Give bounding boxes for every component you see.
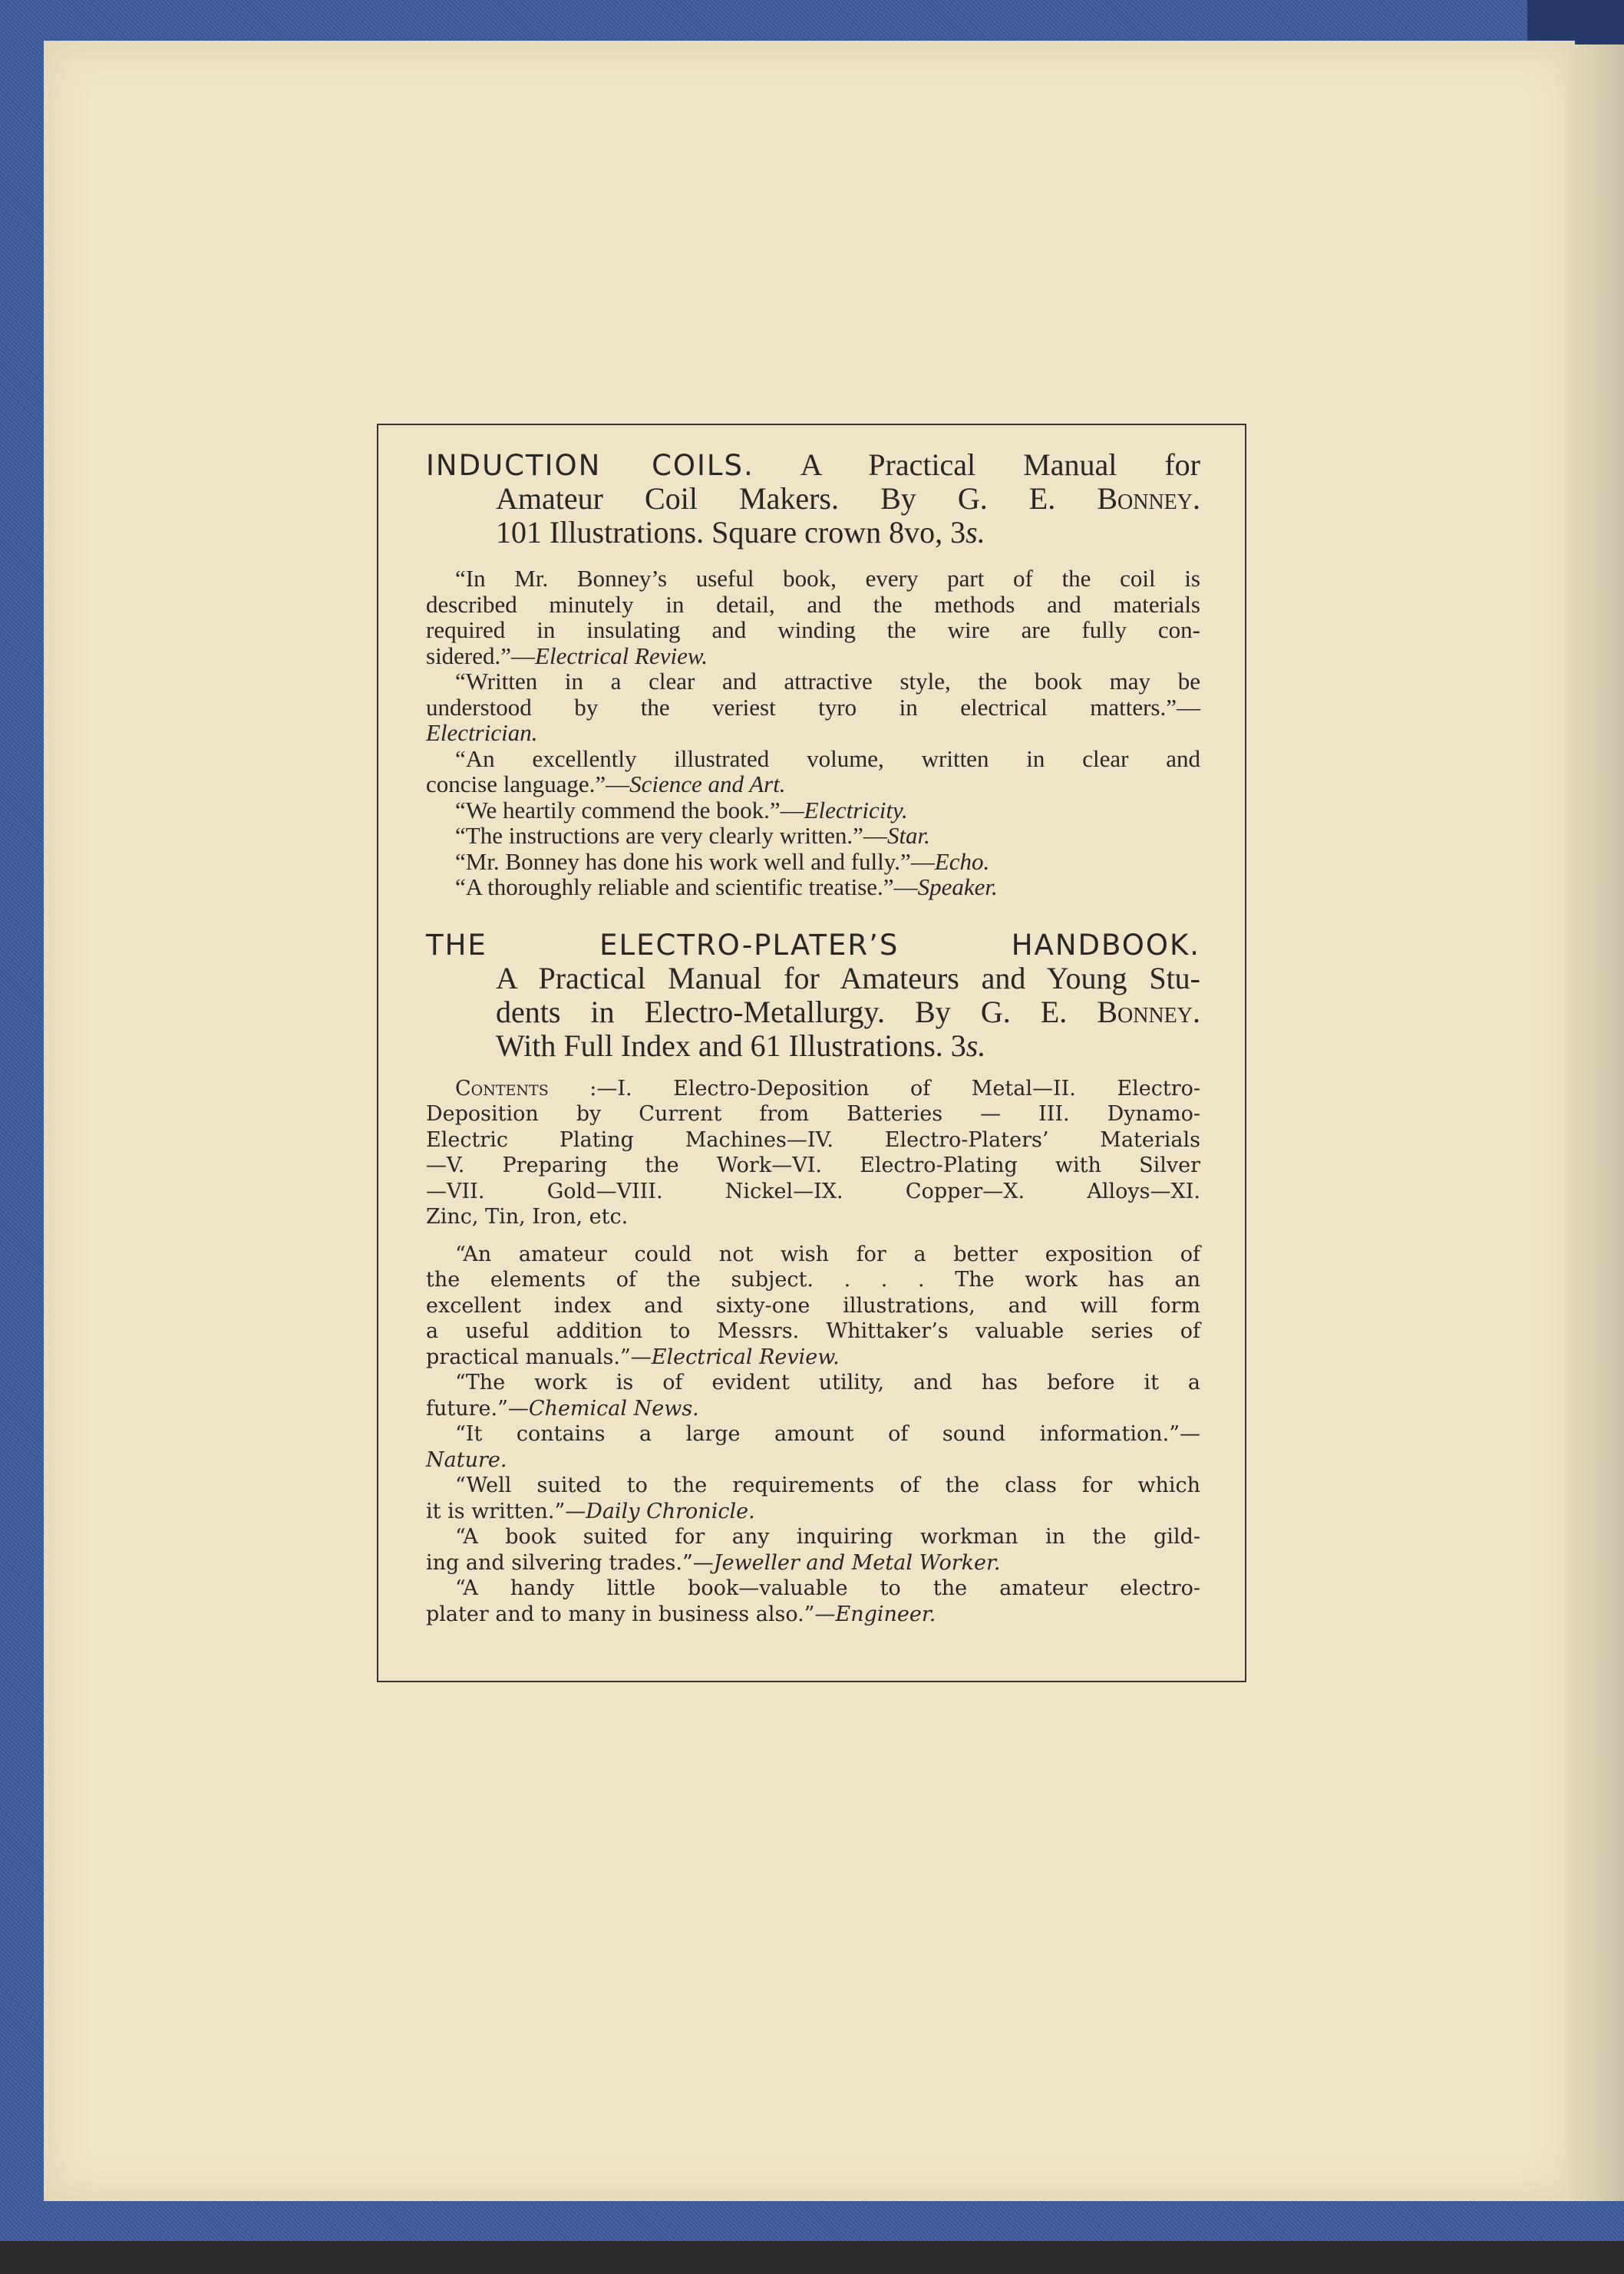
text-segment: a useful addition to Messrs. Whittaker’s valuable series of: [426, 1319, 1200, 1343]
text-line: [426, 643, 1200, 669]
source-citation: Science and Art.: [629, 771, 786, 797]
review-quote: [426, 849, 1200, 875]
text-line: [426, 928, 1200, 962]
text-line: [426, 1370, 1200, 1396]
text-line: [426, 566, 1200, 592]
text-segment: A Practical Manual for Amateurs and Young Stu-: [496, 960, 1200, 995]
text-line: [426, 1602, 1200, 1628]
review-quote: [426, 746, 1200, 797]
review-quote: [426, 566, 1200, 668]
source-citation: Electricity.: [804, 796, 908, 823]
text-segment: excellent index and sixty-one illustrations, and will form: [426, 1293, 1200, 1318]
text-segment: “Written in a clear and attractive style, the book may be: [455, 668, 1200, 695]
text-segment: Zinc, Tin, Iron, etc.: [426, 1205, 629, 1229]
book-title: INDUCTION COILS.: [426, 449, 754, 482]
text-segment: “An excellently illustrated volume, written in clear and: [455, 744, 1200, 772]
text-segment: “Well suited to the requirements of the class for which: [455, 1474, 1200, 1497]
review-quote: [426, 1421, 1200, 1473]
source-citation: Electrician.: [426, 719, 538, 746]
source-citation: Chemical News.: [528, 1396, 699, 1421]
text-line: [426, 823, 1200, 849]
cover-corner: [1527, 0, 1624, 45]
text-line: [426, 1524, 1200, 1550]
advertisement-box: [377, 424, 1246, 1682]
text-line: [426, 849, 1200, 875]
text-line: [426, 1345, 1200, 1371]
text-segment: “The instructions are very clearly written.”—: [455, 822, 887, 849]
text-line: [426, 771, 1200, 797]
text-line: [426, 1499, 1200, 1525]
book-advert-1: [426, 448, 1200, 900]
text-line: [426, 1293, 1200, 1319]
text-segment: With Full Index and 61 Illustrations. 3: [496, 1028, 966, 1063]
text-segment: “A handy little book—valuable to the amateur electro-: [455, 1576, 1200, 1600]
text-segment: :—I. Electro-Deposition of Metal—II. Electro-: [548, 1076, 1200, 1101]
text-line: [426, 1127, 1200, 1154]
text-segment: Amateur Coil Makers. By G. E.: [496, 481, 1098, 516]
text-segment: “An amateur could not wish for a better exposition of: [455, 1242, 1200, 1266]
text-line: [426, 1473, 1200, 1499]
text-segment: future.”—: [426, 1396, 529, 1421]
text-line: [426, 746, 1200, 772]
source-citation: Electrical Review.: [651, 1345, 840, 1369]
text-line: [426, 1319, 1200, 1345]
text-line: [426, 874, 1200, 900]
text-line: [426, 1101, 1200, 1127]
text-line: [426, 995, 1200, 1029]
text-segment: —VII. Gold—VIII. Nickel—IX. Copper—X. Alloys—XI.: [426, 1179, 1200, 1203]
text-segment: 101 Illustrations. Square crown 8vo, 3: [496, 515, 966, 550]
review-quote: [426, 797, 1200, 823]
text-segment: plater and to many in business also.”—: [426, 1602, 836, 1626]
text-segment: it is written.”—: [426, 1499, 586, 1523]
text-line: [426, 1179, 1200, 1205]
small-caps-text: Bonney.: [1097, 481, 1200, 516]
text-line: [426, 1576, 1200, 1602]
text-line: [426, 1421, 1200, 1447]
source-citation: Daily Chronicle.: [586, 1499, 755, 1523]
source-citation: Jeweller and Metal Worker.: [713, 1550, 1001, 1575]
text-segment: “A book suited for any inquiring workman in the gild-: [455, 1525, 1200, 1549]
text-line: [426, 1550, 1200, 1576]
text-line: [426, 1204, 1200, 1230]
text-line: [426, 720, 1200, 746]
text-line: [426, 516, 1200, 550]
text-line: [426, 592, 1200, 618]
source-citation: Echo.: [934, 847, 990, 875]
text-segment: required in insulating and winding the wire are fully con-: [426, 616, 1200, 643]
text-segment: practical manuals.”—: [426, 1345, 652, 1369]
contents-paragraph: [426, 1076, 1200, 1230]
small-caps-text: Bonney.: [1097, 994, 1200, 1029]
text-segment: “The work is of evident utility, and has before it a: [455, 1371, 1200, 1394]
text-segment: “In Mr. Bonney’s useful book, every part of the coil is: [455, 565, 1200, 592]
review-quote: [426, 1473, 1200, 1524]
text-line: [426, 448, 1200, 482]
book-heading: [426, 448, 1200, 550]
text-line: [426, 617, 1200, 643]
text-line: [426, 1153, 1200, 1179]
text-segment: sidered.”—: [426, 642, 536, 669]
review-quote: [426, 1576, 1200, 1627]
text-segment: understood by the veriest tyro in electrical matters.”—: [426, 693, 1200, 721]
text-line: [426, 1242, 1200, 1268]
text-segment: the elements of the subject. . . . The work has an: [426, 1268, 1200, 1292]
review-quote: [426, 874, 1200, 900]
source-citation: Speaker.: [917, 873, 998, 900]
book-heading: [426, 928, 1200, 1063]
text-segment: A Practical Manual for: [754, 447, 1200, 482]
text-segment: —V. Preparing the Work—VI. Electro-Plating with Silver: [426, 1154, 1200, 1177]
text-line: [426, 962, 1200, 995]
source-citation: s.: [965, 515, 985, 550]
text-line: [426, 1076, 1200, 1102]
small-caps-text: Contents: [455, 1076, 549, 1101]
source-citation: Engineer.: [835, 1602, 936, 1626]
text-segment: dents in Electro-Metallurgy. By G. E.: [496, 994, 1098, 1029]
text-segment: “Mr. Bonney has done his work well and fully.”—: [455, 847, 935, 875]
text-line: [426, 1267, 1200, 1293]
text-line: [426, 668, 1200, 695]
book-advert-2: [426, 928, 1200, 1628]
text-line: [426, 1029, 1200, 1063]
source-citation: Electrical Review.: [535, 642, 708, 669]
text-line: [426, 1396, 1200, 1422]
source-citation: Nature.: [426, 1447, 507, 1472]
book-title: THE ELECTRO-PLATER’S HANDBOOK.: [426, 928, 1200, 962]
review-quote: [426, 823, 1200, 849]
text-line: [426, 1447, 1200, 1474]
review-quote: [426, 1370, 1200, 1421]
review-quote: [426, 668, 1200, 746]
text-segment: “We heartily commend the book.”—: [455, 796, 804, 823]
text-segment: concise language.”—: [426, 771, 630, 797]
text-segment: described minutely in detail, and the methods and materials: [426, 590, 1200, 618]
text-line: [426, 797, 1200, 823]
text-segment: Electric Plating Machines—IV. Electro-Platers’ Materials: [426, 1127, 1200, 1152]
review-quote: [426, 1242, 1200, 1371]
text-line: [426, 695, 1200, 721]
text-segment: “A thoroughly reliable and scientific treatise.”—: [455, 873, 918, 900]
source-citation: Star.: [886, 822, 930, 849]
text-segment: Deposition by Current from Batteries — III. Dynamo-: [426, 1102, 1200, 1126]
page-edge: [1566, 45, 1624, 2201]
text-segment: ing and silvering trades.”—: [426, 1550, 714, 1575]
source-citation: s.: [965, 1028, 986, 1063]
review-quote: [426, 1524, 1200, 1576]
text-line: [426, 482, 1200, 516]
text-segment: “It contains a large amount of sound information.”—: [455, 1422, 1200, 1446]
